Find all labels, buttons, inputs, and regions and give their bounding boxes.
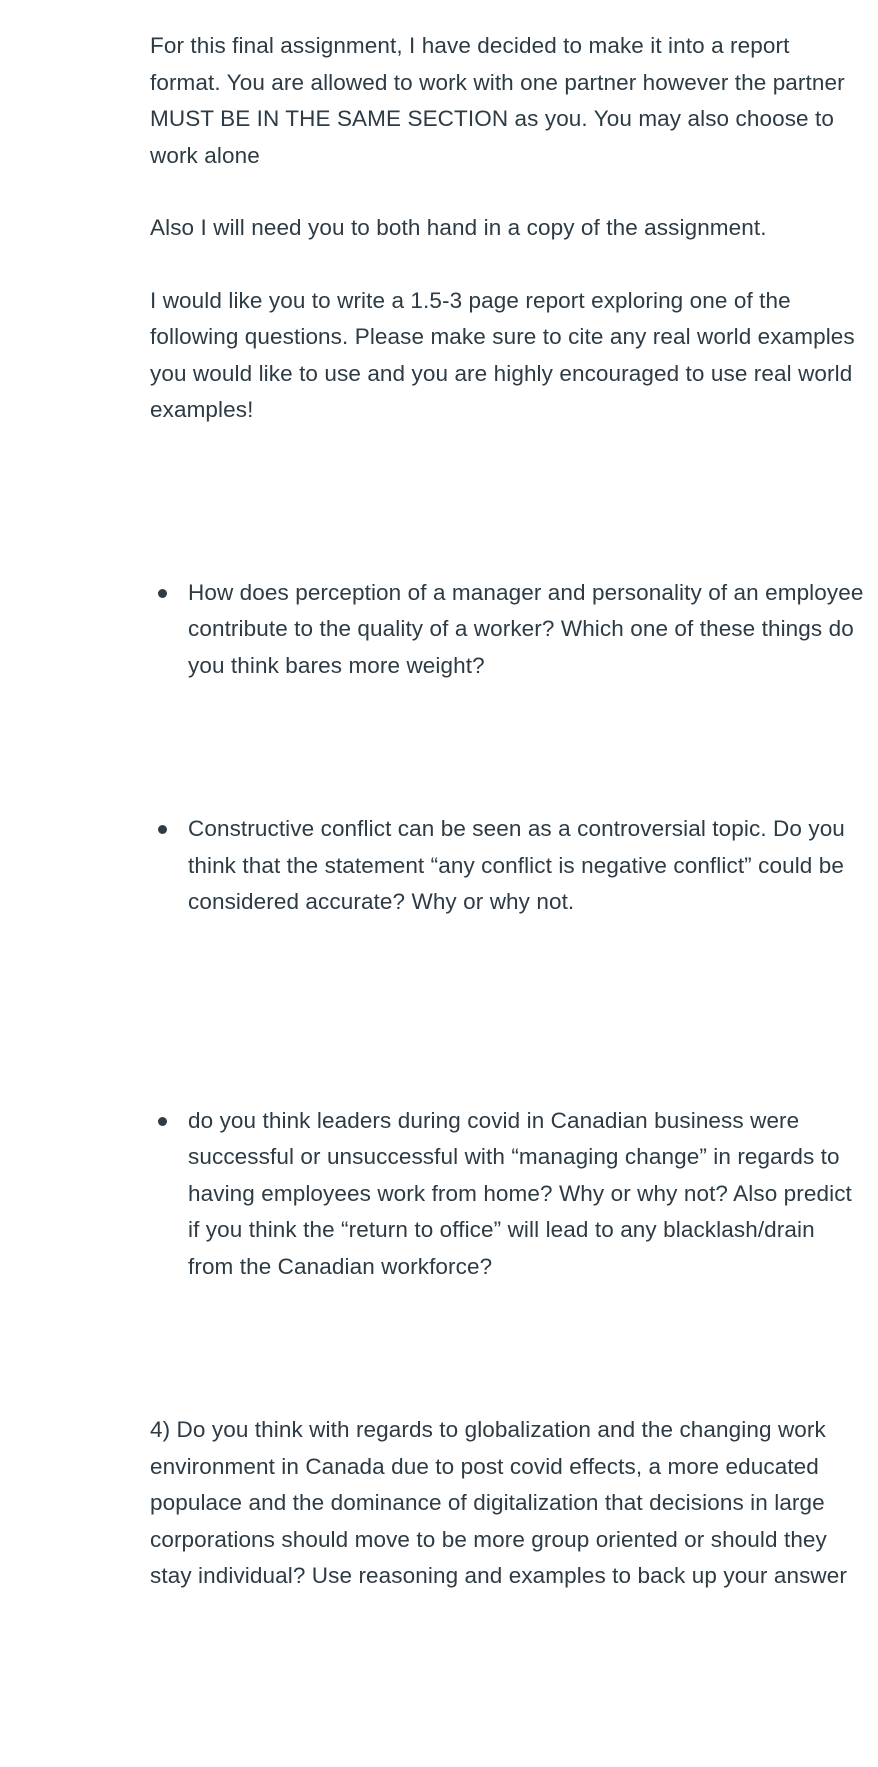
question-list-item xyxy=(188,811,866,921)
bullet-icon xyxy=(158,589,167,598)
question-list-item xyxy=(188,575,866,685)
question-list-item xyxy=(188,1103,866,1286)
question-list xyxy=(150,575,866,1286)
bullet-icon xyxy=(158,1117,167,1126)
question-text: How does perception of a manager and personality of an employee contribute to the quality of a worker? Which one of these things do you think bares more weight? xyxy=(188,579,864,678)
assignment-content xyxy=(150,28,866,1595)
question-text: Constructive conflict can be seen as a controversial topic. Do you think that the statement “any conflict is negative conflict” could be considered accurate? Why or why not. xyxy=(188,816,845,914)
question-text: do you think leaders during covid in Canadian business were successful or unsuccessful with “managing change” in regards to having employees work from home? Why or why not? Also predict if you think the “return to office” will lead to any blacklash/drain from the Canadian workforce? xyxy=(188,1107,852,1279)
report-instructions-paragraph: I would like you to write a 1.5-3 page report exploring one of the following questions. Please make sure to cite any real world examples you would like to use and you are highly encouraged to use real world examples! xyxy=(150,287,855,422)
hand-in-paragraph: Also I will need you to both hand in a copy of the assignment. xyxy=(150,215,767,240)
question-4-paragraph: 4) Do you think with regards to globalization and the changing work environment in Canada due to post covid effects, a more educated populace and the dominance of digitalization that decisions in large corporations should move to be more group oriented or should they stay individual? Use reasoning and examples to back up your answer xyxy=(150,1417,847,1588)
bullet-icon xyxy=(158,825,167,834)
intro-paragraph: For this final assignment, I have decided to make it into a report format. You are allowed to work with one partner however the partner MUST BE IN THE SAME SECTION as you. You may also choose to work alone xyxy=(150,33,845,168)
